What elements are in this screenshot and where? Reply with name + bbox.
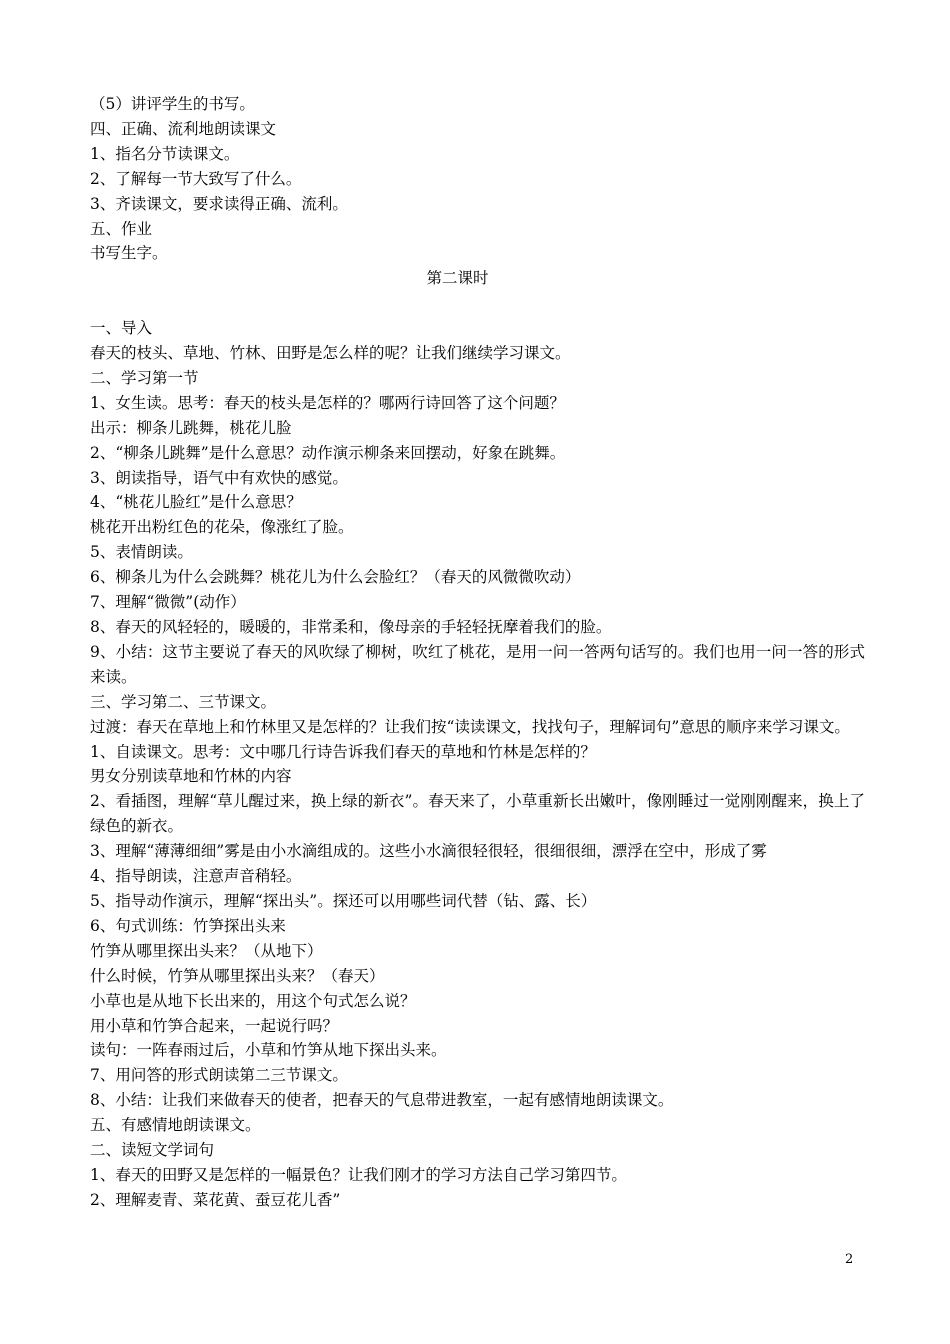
text-line: 4、“桃花儿脸红”是什么意思？: [90, 493, 302, 512]
text-line: 二、读短文学词句: [90, 1141, 215, 1160]
text-line: 6、句式训练：竹笋探出头来: [90, 916, 286, 935]
text-line: 男女分别读草地和竹林的内容: [90, 767, 292, 786]
text-line: 二、学习第一节: [90, 368, 199, 387]
document-body: [90, 92, 865, 1213]
text-line: 2、理解麦青、菜花黄、蚕豆花儿香”: [90, 1190, 341, 1209]
text-line: （5）讲评学生的书写。: [90, 95, 255, 113]
text-line: 7、用问答的形式朗读第二三节课文。: [90, 1066, 348, 1085]
text-line: 1、指名分节读课文。: [90, 144, 240, 163]
text-line: 2、“柳条儿跳舞”是什么意思？动作演示柳条来回摆动，好象在跳舞。: [90, 443, 566, 462]
text-line: 一、导入: [90, 319, 153, 338]
text-line: 竹笋从哪里探出头来？（从地下）: [90, 941, 323, 960]
text-line: 5、指导动作演示，理解“探出头”。探还可以用哪些词代替（钻、露、长）: [90, 891, 597, 910]
text-line: 8、春天的风轻轻的，暖暖的，非常柔和，像母亲的手轻轻抚摩着我们的脸。: [90, 618, 612, 637]
text-line: 8、小结：让我们来做春天的使者，把春天的气息带进教室，一起有感情地朗读课文。: [90, 1091, 674, 1110]
text-line: 5、表情朗读。: [90, 543, 193, 562]
text-line: 四、正确、流利地朗读课文: [90, 119, 277, 138]
text-line: 五、作业: [90, 219, 153, 238]
page-number: 2: [845, 1252, 854, 1267]
text-line: 4、指导朗读，注意声音稍轻。: [90, 867, 302, 886]
text-line: 2、了解每一节大致写了什么。: [90, 169, 302, 188]
section-heading: 第二课时: [426, 269, 489, 288]
text-line: 3、朗读指导，语气中有欢快的感觉。: [90, 468, 348, 487]
text-paragraph: 9、小结：这节主要说了春天的风吹绿了柳树，吹红了桃花，是用一问一答两句话写的。我们也用一问一答的形式来读。: [90, 642, 865, 686]
text-line: 3、理解“薄薄细细”雾是由小水滴组成的。这些小水滴很轻很轻，很细很细，漂浮在空中，形成了雾: [90, 842, 767, 861]
blank-line: [90, 291, 865, 316]
text-line: 小草也是从地下长出来的，用这个句式怎么说？: [90, 991, 416, 1010]
text-line: 用小草和竹笋合起来，一起说行吗？: [90, 1016, 339, 1035]
text-line: 7、理解“微微”(动作）: [90, 593, 246, 612]
text-line: 6、柳条儿为什么会跳舞？桃花儿为什么会脸红？（春天的风微微吹动）: [90, 568, 581, 587]
text-line: 3、齐读课文，要求读得正确、流利。: [90, 194, 348, 213]
text-paragraph: 2、看插图，理解“草儿醒过来，换上绿的新衣”。春天来了，小草重新长出嫩叶，像刚睡过一觉刚刚醒来，换上了绿色的新衣。: [90, 792, 865, 836]
top-lines: [90, 92, 865, 266]
text-line: 1、女生读。思考：春天的枝头是怎样的？哪两行诗回答了这个问题？: [90, 393, 565, 412]
text-line: 1、春天的田野又是怎样的一幅景色？让我们刚才的学习方法自己学习第四节。: [90, 1165, 627, 1184]
text-line: 五、有感情地朗读课文。: [90, 1116, 261, 1135]
main-lines: [90, 316, 865, 1213]
text-paragraph: 过渡：春天在草地上和竹林里又是怎样的？让我们按“读读课文，找找句子，理解词句”意思的顺序来学习课文。: [90, 717, 850, 736]
text-line: 三、学习第二、三节课文。: [90, 692, 277, 711]
text-line: 出示：柳条儿跳舞，桃花儿脸: [90, 418, 292, 437]
text-line: 1、自读课文。思考：文中哪几行诗告诉我们春天的草地和竹林是怎样的？: [90, 742, 596, 761]
text-line: 书写生字。: [90, 244, 168, 263]
text-line: 读句：一阵春雨过后，小草和竹笋从地下探出头来。: [90, 1041, 447, 1060]
text-line: 桃花开出粉红色的花朵，像涨红了脸。: [90, 518, 354, 537]
text-line: 什么时候，竹笋从哪里探出头来？（春天）: [90, 966, 385, 985]
text-line: 春天的枝头、草地、竹林、田野是怎么样的呢？让我们继续学习课文。: [90, 344, 571, 363]
